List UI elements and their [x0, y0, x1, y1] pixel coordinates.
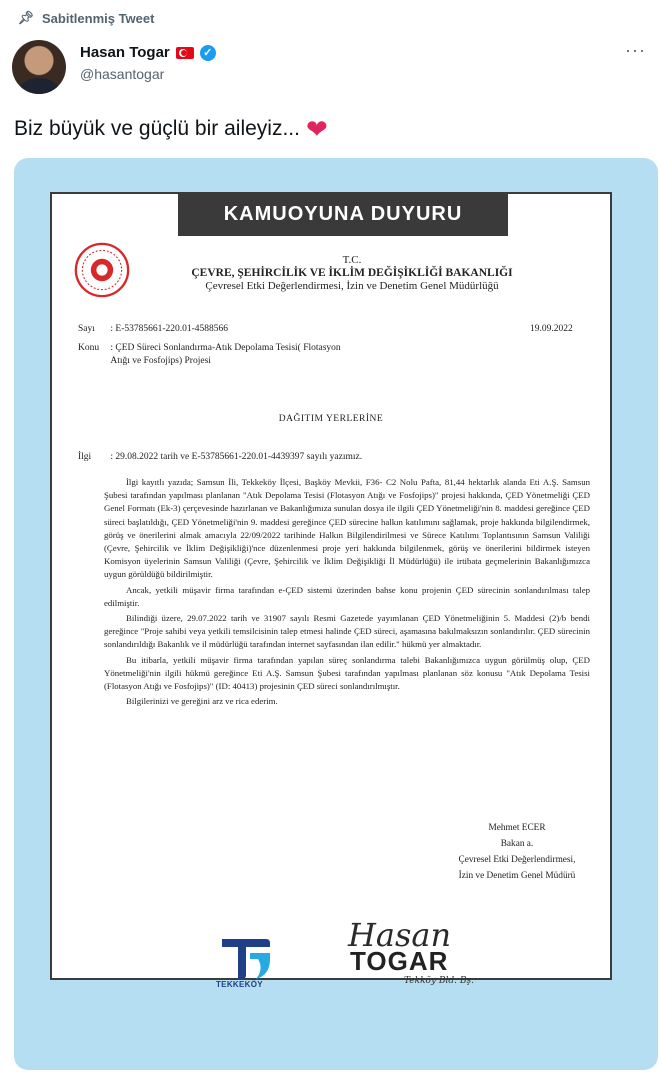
ilgi-value: : 29.08.2022 tarih ve E-53785661-220.01-4439397 sayılı yazımız. — [110, 452, 363, 462]
konu-row — [78, 342, 350, 368]
paragraph-5: Bilgilerinizi ve gereğini arz ve rica ederim. — [126, 696, 278, 707]
konu-label: Konu — [78, 343, 100, 353]
document-banner: KAMUOYUNA DUYURU — [178, 192, 508, 236]
pinned-text: Sabitlenmiş Tweet — [42, 10, 155, 26]
sayi-value: : E-53785661-220.01-4588566 — [110, 324, 229, 334]
paragraph-4: Bu itibarla, yetkili müşavir firma tarafından yapılan süreç sonlandırma talebi Bakanlığımızca uygun görülmüş olup, ÇED Yönetmeliği'nin ilgili hükmü gereğince Eti A.Ş. Samsun Şubesi tarafından yapılması planlanan söz konusu "Atık Depolama Tesisi (Flotasyon Atığı ve Fosfojips)" (ID: 40413) projesinin ÇED süreci sonlandırılmıştır. — [104, 654, 590, 692]
header-ministry: ÇEVRE, ŞEHİRCİLİK VE İKLİM DEĞİŞİKLİĞİ BAKANLIĞI — [191, 267, 513, 279]
togar-logo-name: TOGAR — [350, 946, 449, 976]
verified-badge-icon: ✓ — [200, 45, 216, 61]
paragraph-1: İlgi kayıtlı yazıda; Samsun İli, Tekkeköy İlçesi, Başköy Mevkii, F36- C2 Nolu Pafta, 81,44 hektarlık alanda Eti A.Ş. Samsun Şubesi tarafından yapılması planlanan "Atık Depolama Tesisi (Flotasyon Atığı ve Fosfojips)" projesi hakkında, ÇED Yönetmeliği ÇED Genel Formatı (Ek-3) çerçevesinde hazırlanan ve Bakanlığımıza sunulan dosya ile ilgili ÇED Yönetmeliği'nin 8. maddesi gereğince ÇED süreci başlatıldığı, ÇED Yönetmeliği'nin 9. maddesi gereğince ÇED sürecine halkın katılımını sağlamak, proje hakkında bilgilendirmek, görüş ve önerilerini almak amacıyla 22/09/2022 tarihinde Halkın Bilgilendirilmesi ve Sürece Katılımı Toplantısının Samsun Valiliği (Çevre, Şehircilik ve İklim Değişikliği)'nce düzenlenmesi proje yeri hakkında bilgilenmek, görüş ve önerilerini bildirmek isteyen Komisyon üyelerinin Samsun Valiliği (Çevre, Şehircilik ve İklim Değişikliği İl Müdürlüğü) ile irtibata geçmelerinin Bakanlığımızca uygun görüldüğü bildirilmiştir. — [104, 477, 590, 580]
sayi-row — [78, 324, 228, 334]
avatar[interactable] — [12, 40, 66, 94]
sayi-label: Sayı — [78, 324, 95, 334]
red-heart-icon: ❤ — [305, 114, 328, 144]
header-directorate: Çevresel Etki Değerlendirmesi, İzin ve Denetim Genel Müdürlüğü — [205, 280, 499, 292]
togar-logo-subtitle: Tekköy Bld. Bş. — [404, 976, 474, 986]
pinned-tweet-label — [14, 10, 154, 26]
konu-value: : ÇED Süreci Sonlandırma-Atık Depolama Tesisi( Flotasyon Atığı ve Fosfojips) Projesi — [110, 343, 341, 366]
document-header — [112, 254, 592, 293]
distribution-title: DAĞITIM YERLERİNE — [278, 414, 384, 424]
document-body — [104, 476, 590, 708]
tekkekoy-logo-text: TEKKEKÖY — [216, 980, 263, 989]
ilgi-label: İlgi — [78, 452, 92, 462]
pin-icon: 📌︎ — [17, 10, 34, 25]
signer-title-1: Bakan a. — [500, 839, 534, 849]
author-handle[interactable]: @hasantogar — [80, 66, 165, 82]
author-name[interactable]: Hasan Togar — [80, 44, 170, 61]
official-document — [50, 192, 612, 989]
turkey-flag-icon — [176, 47, 194, 59]
signer-title-3: İzin ve Denetim Genel Müdürü — [458, 871, 576, 881]
togar-logo-script: Hasan — [348, 916, 452, 954]
ilgi-row — [78, 452, 362, 462]
tweet-media-image[interactable] — [14, 158, 658, 1070]
document-date: 19.09.2022 — [530, 324, 573, 334]
more-options-icon[interactable]: ··· — [625, 40, 646, 60]
tweet-text — [14, 116, 328, 142]
signer-title-2: Çevresel Etki Değerlendirmesi, — [458, 855, 576, 865]
paragraph-3: Bilindiği üzere, 29.07.2022 tarih ve 31907 sayılı Resmi Gazetede yayımlanan ÇED Yönetmeliğinin 5. Maddesi (2)/b bendi gereğince "Proje sahibi veya yetkili temsilcisinin talep etmesi halinde ÇED süreci, aşamasına bakılmaksızın sonlandırılır. ÇED sürecinin sonlandırıldığı Bakanlık ve il müdürlüğü tarafından internet sayfasından ilan edilir." hükmü yer almaktadır. — [104, 613, 590, 650]
header-tc: T.C. — [342, 254, 362, 266]
tweet-body: Biz büyük ve güçlü bir aileyiz... — [14, 117, 300, 140]
paragraph-2: Ancak, yetkili müşavir firma tarafından e-ÇED sistemi üzerinden bahse konu projenin ÇED sürecinin sonlandırılması talep edilmiştir. — [104, 584, 590, 608]
author-name-row — [80, 44, 216, 61]
signer-name: Mehmet ECER — [488, 823, 546, 833]
signature-block — [432, 820, 602, 884]
